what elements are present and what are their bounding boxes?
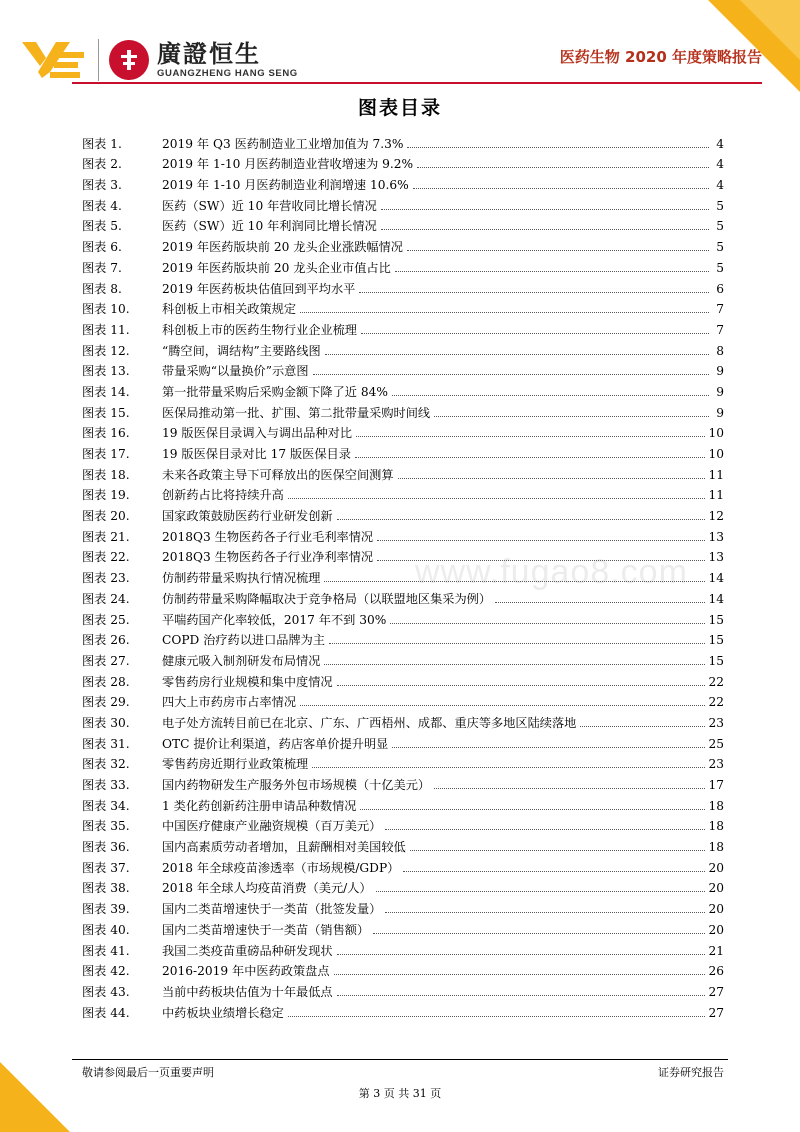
toc-entry-page: 5 xyxy=(716,260,724,275)
toc-entry-label: 图表 8. xyxy=(82,281,122,296)
toc-entry-title: 19 版医保目录对比 17 版医保目录 xyxy=(162,447,351,461)
toc-leader-dots xyxy=(355,456,706,458)
toc-entry-label: 图表 41. xyxy=(82,943,130,958)
toc-entry-label: 图表 40. xyxy=(82,922,130,937)
toc-entry-label: 图表 24. xyxy=(82,591,130,606)
toc-entry-page: 23 xyxy=(708,715,724,730)
toc-entry[interactable] xyxy=(82,255,724,276)
toc-entry[interactable] xyxy=(82,628,724,649)
toc-leader-dots xyxy=(410,849,706,851)
toc-entry[interactable] xyxy=(82,131,724,152)
toc-entry-page: 5 xyxy=(716,219,724,234)
toc-entry[interactable] xyxy=(82,441,724,462)
watermark: www.fugao8.com xyxy=(415,553,688,591)
footer-report-type: 证券研究报告 xyxy=(658,1066,724,1079)
toc-entry-page: 27 xyxy=(708,1005,724,1020)
toc-entry-page: 20 xyxy=(708,922,724,937)
toc-entry-title: 零售药房近期行业政策梳理 xyxy=(162,757,309,772)
toc-entry-label: 图表 1. xyxy=(82,136,122,151)
toc-entry-label: 图表 20. xyxy=(82,509,130,524)
toc-leader-dots xyxy=(288,497,706,499)
footer-disclaimer-note: 敬请参阅最后一页重要声明 xyxy=(82,1066,214,1079)
toc-entry-page: 27 xyxy=(708,984,724,999)
toc-leader-dots xyxy=(288,1015,706,1017)
toc-entry-title: 国内高素质劳动者增加，且薪酬相对美国较低 xyxy=(162,840,406,855)
toc-entry-page: 11 xyxy=(708,488,724,503)
brand-name-cn: 廣證恒生 xyxy=(157,40,261,68)
toc-entry[interactable] xyxy=(82,752,724,773)
toc-entry-title: 未来各政策主导下可释放出的医保空间测算 xyxy=(162,467,394,482)
toc-entry-page: 25 xyxy=(708,736,724,751)
toc-entry-label: 图表 3. xyxy=(82,178,122,193)
toc-entry-page: 14 xyxy=(708,571,724,586)
toc-entry-title: 医药（SW）近 10 年利润同比增长情况 xyxy=(162,219,377,234)
toc-entry-page: 23 xyxy=(708,757,724,772)
toc-entry-page: 9 xyxy=(716,384,724,399)
toc-entry-title: 科创板上市相关政策规定 xyxy=(162,302,297,317)
toc-entry-page: 21 xyxy=(708,943,724,958)
toc-entry[interactable] xyxy=(82,607,724,628)
page-title: 图表目录 xyxy=(357,97,442,119)
toc-entry-page: 20 xyxy=(708,881,724,896)
toc-entry[interactable] xyxy=(82,193,724,214)
toc-entry-title: 科创板上市的医药生物行业企业梳理 xyxy=(162,322,357,337)
toc-entry-page: 9 xyxy=(716,364,724,379)
toc-entry-label: 图表 14. xyxy=(82,384,130,399)
toc-entry[interactable] xyxy=(82,152,724,173)
toc-entry-title: 2018 年全球疫苗渗透率（市场规模/GDP） xyxy=(162,860,400,875)
toc-entry-page: 26 xyxy=(708,964,724,979)
toc-entry[interactable] xyxy=(82,669,724,690)
toc-entry-page: 10 xyxy=(708,426,724,441)
toc-leader-dots xyxy=(324,663,705,665)
toc-entry-title: 2019 年 Q3 医药制造业工业增加值为 7.3% xyxy=(162,136,404,151)
toc-entry[interactable] xyxy=(82,979,724,1000)
toc-entry-title: 健康元吸入制剂研发布局情况 xyxy=(162,653,321,668)
toc-entry-page: 9 xyxy=(716,405,724,420)
toc-entry-title: 国内二类苗增速快于一类苗（销售额） xyxy=(162,922,370,937)
toc-entry-label: 图表 7. xyxy=(82,260,122,275)
toc-entry-page: 17 xyxy=(708,778,724,792)
toc-entry[interactable] xyxy=(82,834,724,855)
toc-entry-title: 2018Q3 生物医药各子行业净利率情况 xyxy=(162,550,374,565)
page-number: 第 3 页 共 31 页 xyxy=(358,1087,442,1100)
toc-entry-page: 15 xyxy=(708,612,724,627)
ye-logo-icon xyxy=(22,38,86,82)
toc-entry-title: 四大上市药房市占率情况 xyxy=(162,695,297,710)
toc-entry-label: 图表 25. xyxy=(82,612,130,627)
toc-leader-dots xyxy=(392,746,705,748)
toc-entry-label: 图表 18. xyxy=(82,467,130,482)
toc-entry-title: 中药板块业绩增长稳定 xyxy=(162,1005,284,1020)
page-header xyxy=(0,0,800,96)
toc-entry-label: 图表 32. xyxy=(82,757,130,772)
toc-entry-label: 图表 12. xyxy=(82,343,130,358)
footer-divider xyxy=(72,1059,728,1060)
toc-leader-dots xyxy=(300,704,705,706)
toc-entry[interactable] xyxy=(82,462,724,483)
toc-entry-title: 医保局推动第一批、扩围、第二批带量采购时间线 xyxy=(162,405,431,420)
toc-entry[interactable] xyxy=(82,379,724,400)
toc-entry-title: 创新药占比将持续升高 xyxy=(162,488,284,503)
toc-entry-title: 2019 年医药版块前 20 龙头企业涨跌幅情况 xyxy=(162,240,403,255)
logo xyxy=(22,38,298,82)
toc-entry-label: 图表 34. xyxy=(82,798,130,813)
report-title: 医药生物 2020 年度策略报告 xyxy=(559,48,762,66)
toc-entry[interactable] xyxy=(82,814,724,835)
toc-leader-dots xyxy=(417,166,709,168)
toc-entry[interactable] xyxy=(82,172,724,193)
toc-entry[interactable] xyxy=(82,483,724,504)
toc-entry-title: 2019 年医药版块前 20 龙头企业市值占比 xyxy=(162,260,391,275)
toc-entry[interactable] xyxy=(82,400,724,421)
toc-entry-page: 4 xyxy=(716,178,724,193)
toc-entry-label: 图表 26. xyxy=(82,633,130,648)
toc-entry[interactable] xyxy=(82,710,724,731)
toc-entry-label: 图表 16. xyxy=(82,426,130,441)
toc-entry[interactable] xyxy=(82,338,724,359)
toc-entry-label: 图表 30. xyxy=(82,715,130,730)
toc-entry-label: 图表 19. xyxy=(82,488,130,503)
toc-leader-dots xyxy=(395,270,709,272)
toc-entry[interactable] xyxy=(82,421,724,442)
toc-entry-title: 电子处方流转目前已在北京、广东、广西梧州、成都、重庆等多地区陆续落地 xyxy=(162,715,577,730)
toc-entry-label: 图表 29. xyxy=(82,695,130,710)
toc-entry-label: 图表 44. xyxy=(82,1005,130,1020)
toc-leader-dots xyxy=(334,973,706,975)
toc-entry[interactable] xyxy=(82,731,724,752)
toc-leader-dots xyxy=(403,870,705,872)
toc-leader-dots xyxy=(337,684,706,686)
toc-entry-title: 第一批带量采购后采购金额下降了近 84% xyxy=(162,384,388,399)
toc-entry-page: 4 xyxy=(716,157,724,172)
toc-entry-page: 10 xyxy=(708,447,724,461)
toc-leader-dots xyxy=(392,394,709,396)
toc-entry-title: 仿制药带量采购降幅取决于竞争格局（以联盟地区集采为例） xyxy=(162,591,492,606)
toc-leader-dots xyxy=(495,601,705,603)
toc-leader-dots xyxy=(373,932,705,934)
toc-entry[interactable] xyxy=(82,876,724,897)
toc-entry-title: “腾空间，调结构”主要路线图 xyxy=(162,343,321,358)
toc-leader-dots xyxy=(381,208,709,210)
toc-leader-dots xyxy=(359,291,709,293)
toc-leader-dots xyxy=(361,332,709,334)
toc-entry-page: 13 xyxy=(708,529,724,544)
toc-entry-label: 图表 6. xyxy=(82,240,122,255)
toc-entry-title: 仿制药带量采购执行情况梳理 xyxy=(162,571,321,586)
toc-entry[interactable] xyxy=(82,896,724,917)
toc-entry[interactable] xyxy=(82,690,724,711)
toc-entry-title: 国家政策鼓励医药行业研发创新 xyxy=(162,509,333,524)
toc-entry-label: 图表 28. xyxy=(82,674,130,689)
toc-entry-page: 18 xyxy=(708,798,724,813)
seal-icon xyxy=(109,40,149,80)
toc-entry-label: 图表 4. xyxy=(82,198,122,213)
toc-leader-dots xyxy=(580,725,705,727)
toc-leader-dots xyxy=(407,146,709,148)
toc-leader-dots xyxy=(337,994,706,996)
toc-entry-label: 图表 35. xyxy=(82,819,130,834)
toc-entry[interactable] xyxy=(82,1000,724,1021)
toc-entry-page: 8 xyxy=(716,343,724,358)
toc-leader-dots xyxy=(407,249,709,251)
toc-leader-dots xyxy=(398,477,706,479)
toc-entry-label: 图表 15. xyxy=(82,405,130,420)
toc-leader-dots xyxy=(337,518,706,520)
toc-entry-page: 18 xyxy=(708,819,724,834)
toc-entry-label: 图表 2. xyxy=(82,157,122,172)
toc-entry-title: 2018Q3 生物医药各子行业毛利率情况 xyxy=(162,529,374,544)
toc-entry-label: 图表 5. xyxy=(82,219,122,234)
toc-entry-page: 6 xyxy=(716,281,724,296)
toc-entry[interactable] xyxy=(82,524,724,545)
toc-entry-page: 4 xyxy=(716,136,724,151)
toc-entry-label: 图表 11. xyxy=(82,322,130,337)
toc-entry-label: 图表 39. xyxy=(82,902,130,917)
toc-entry-title: 2016-2019 年中医药政策盘点 xyxy=(162,964,330,979)
toc-entry-title: 2019 年 1-10 月医药制造业营收增速为 9.2% xyxy=(162,157,414,172)
toc-entry-page: 20 xyxy=(708,902,724,917)
toc-entry-title: 2019 年 1-10 月医药制造业利润增速 10.6% xyxy=(162,178,409,193)
toc-entry-label: 图表 43. xyxy=(82,984,130,999)
toc-entry-label: 图表 10. xyxy=(82,302,130,317)
toc-entry-label: 图表 13. xyxy=(82,364,130,379)
toc-leader-dots xyxy=(376,890,706,892)
toc-entry-title: 我国二类疫苗重磅品种研发现状 xyxy=(162,943,333,958)
toc-leader-dots xyxy=(377,539,705,541)
toc-leader-dots xyxy=(385,911,705,913)
toc-entry[interactable] xyxy=(82,503,724,524)
toc-leader-dots xyxy=(300,311,709,313)
toc-entry-title: 带量采购“以量换价”示意图 xyxy=(162,364,309,379)
toc-entry-label: 图表 42. xyxy=(82,964,130,979)
toc-entry[interactable] xyxy=(82,772,724,793)
toc-entry-label: 图表 37. xyxy=(82,860,130,875)
toc-leader-dots xyxy=(325,353,709,355)
toc-entry-page: 13 xyxy=(708,550,724,565)
toc-leader-dots xyxy=(313,373,709,375)
toc-entry-page: 22 xyxy=(708,695,724,710)
toc-entry-title: 医药（SW）近 10 年营收同比增长情况 xyxy=(162,198,377,213)
toc-leader-dots xyxy=(434,415,709,417)
toc-entry-label: 图表 31. xyxy=(82,736,130,751)
toc-entry-page: 14 xyxy=(708,591,724,606)
toc-entry-title: COPD 治疗药以进口品牌为主 xyxy=(162,633,326,648)
toc-entry[interactable] xyxy=(82,938,724,959)
toc-entry-title: 零售药房行业规模和集中度情况 xyxy=(162,674,333,689)
toc-entry-page: 5 xyxy=(716,198,724,213)
toc-entry-title: 1 类化药创新药注册申请品种数情况 xyxy=(162,798,357,813)
corner-decoration-bottom-left xyxy=(0,1062,70,1132)
brand-name-en: GUANGZHENG HANG SENG xyxy=(157,68,298,79)
brand-name xyxy=(157,40,298,80)
toc-leader-dots xyxy=(390,622,705,624)
toc-entry-title: 平喘药国产化率较低，2017 年不到 30% xyxy=(162,612,387,627)
toc-entry-label: 图表 21. xyxy=(82,529,130,544)
toc-entry-page: 18 xyxy=(708,840,724,855)
toc-entry[interactable] xyxy=(82,317,724,338)
toc-leader-dots xyxy=(329,642,705,644)
logo-separator xyxy=(98,39,99,81)
toc-entry[interactable] xyxy=(82,276,724,297)
toc-entry-page: 12 xyxy=(708,509,724,524)
toc-entry[interactable] xyxy=(82,359,724,380)
toc-entry[interactable] xyxy=(82,917,724,938)
toc-entry-label: 图表 23. xyxy=(82,571,130,586)
toc-leader-dots xyxy=(381,228,709,230)
toc-leader-dots xyxy=(360,808,705,810)
toc-entry-title: 国内二类苗增速快于一类苗（批签发量） xyxy=(162,902,382,917)
toc-entry-label: 图表 27. xyxy=(82,653,130,668)
toc-entry-page: 15 xyxy=(708,653,724,668)
toc-entry-label: 图表 33. xyxy=(82,778,130,792)
toc-entry[interactable] xyxy=(82,214,724,235)
toc-entry[interactable] xyxy=(82,959,724,980)
toc-entry-page: 22 xyxy=(708,674,724,689)
toc-entry[interactable] xyxy=(82,297,724,318)
toc-entry-title: OTC 提价让利渠道，药店客单价提升明显 xyxy=(162,736,389,751)
toc-entry-page: 11 xyxy=(708,467,724,482)
toc-entry[interactable] xyxy=(82,855,724,876)
toc-entry-label: 图表 22. xyxy=(82,550,130,565)
toc-entry-title: 2018 年全球人均疫苗消费（美元/人） xyxy=(162,881,372,896)
toc-entry-title: 国内药物研发生产服务外包市场规模（十亿美元） xyxy=(162,778,431,792)
toc-entry-title: 中国医疗健康产业融资规模（百万美元） xyxy=(162,819,382,834)
toc-entry-page: 15 xyxy=(708,633,724,648)
toc-leader-dots xyxy=(337,953,706,955)
toc-entry[interactable] xyxy=(82,793,724,814)
toc-entry-title: 19 版医保目录调入与调出品种对比 xyxy=(162,426,353,441)
toc-leader-dots xyxy=(413,187,709,189)
header-divider xyxy=(72,82,762,84)
toc-leader-dots xyxy=(385,828,705,830)
toc-entry-label: 图表 17. xyxy=(82,447,130,461)
toc-leader-dots xyxy=(434,787,705,789)
toc-entry-page: 7 xyxy=(716,302,724,317)
toc-entry-page: 7 xyxy=(716,322,724,337)
toc-entry-page: 20 xyxy=(708,860,724,875)
toc-entry[interactable] xyxy=(82,648,724,669)
toc-entry-label: 图表 36. xyxy=(82,840,130,855)
toc-entry-label: 图表 38. xyxy=(82,881,130,896)
toc-leader-dots xyxy=(312,766,705,768)
toc-leader-dots xyxy=(356,435,705,437)
toc-entry-title: 2019 年医药板块估值回到平均水平 xyxy=(162,281,356,296)
toc-entry-title: 当前中药板块估值为十年最低点 xyxy=(162,984,333,999)
toc-entry[interactable] xyxy=(82,234,724,255)
toc-entry-page: 5 xyxy=(716,240,724,255)
